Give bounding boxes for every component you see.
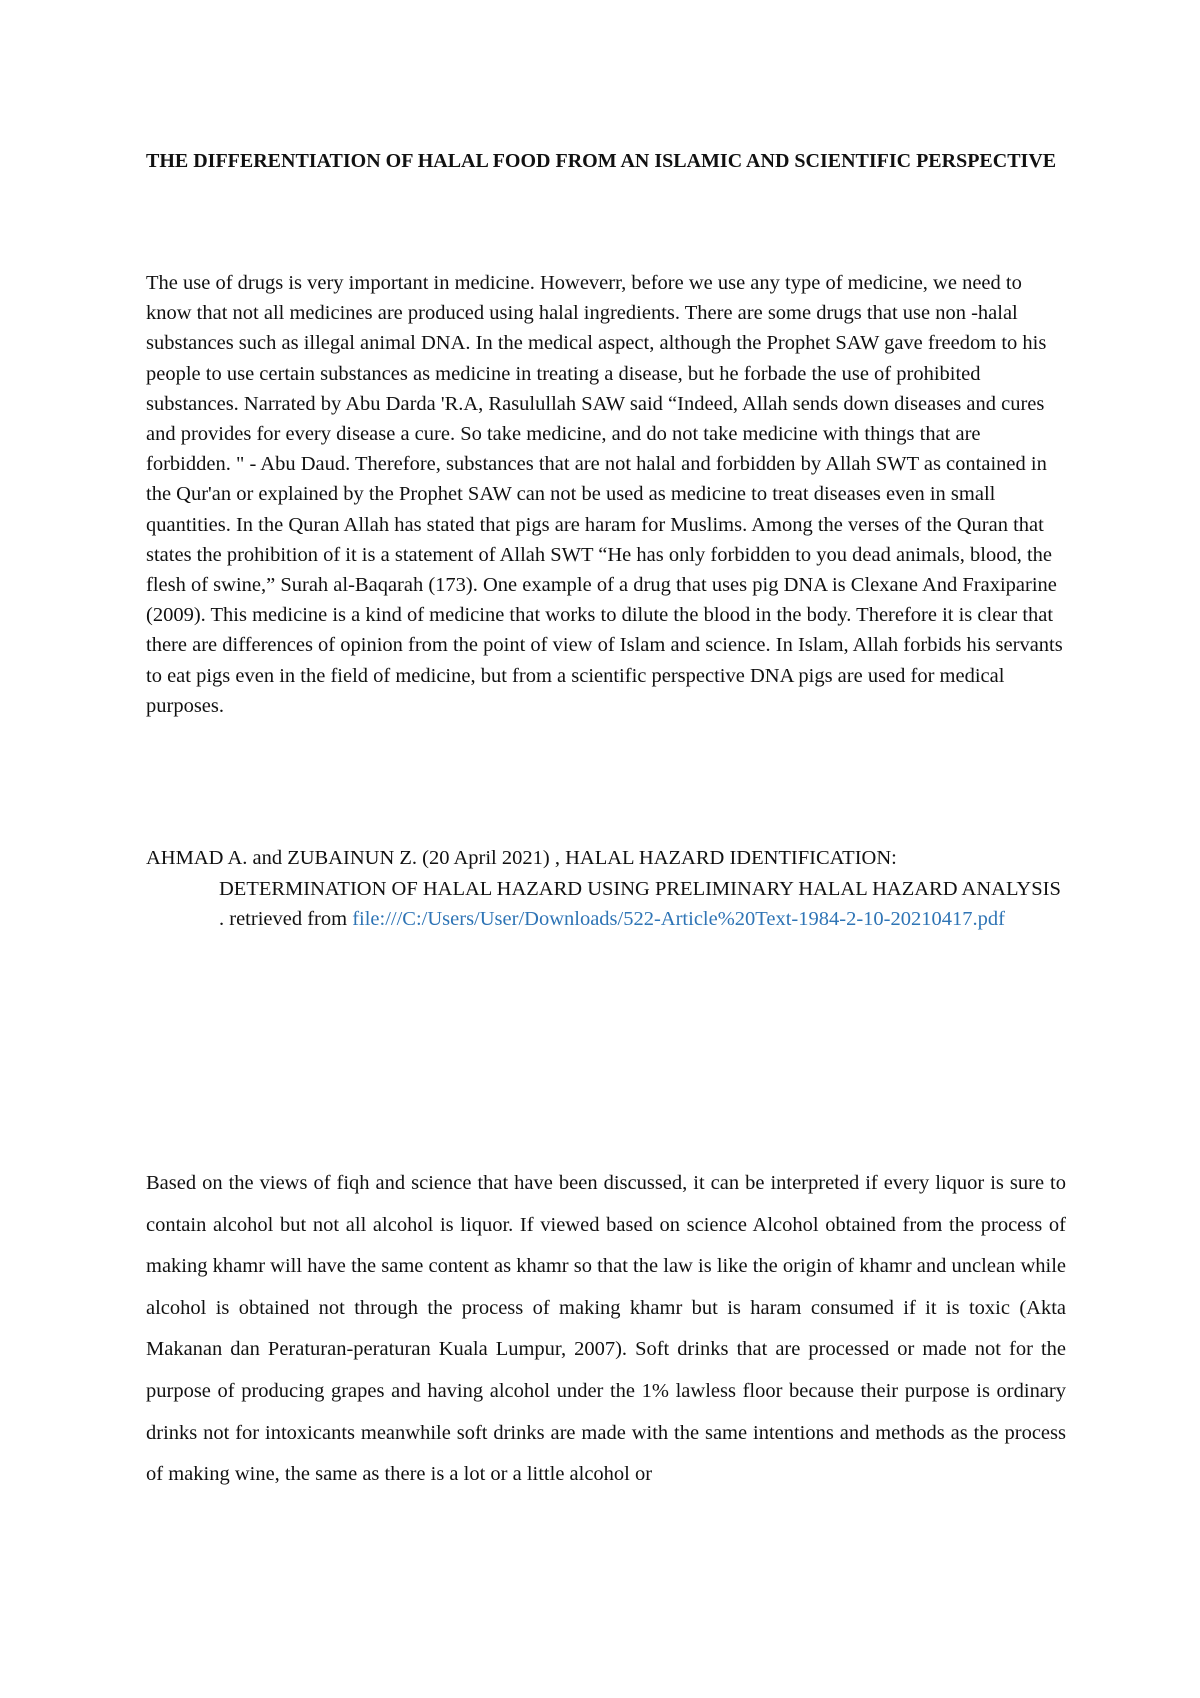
reference-link[interactable]: file:///C:/Users/User/Downloads/522-Article%20Text-1984-2-10-20210417.pdf [352,908,1005,930]
reference-text: AHMAD A. and ZUBAINUN Z. (20 April 2021) , HALAL HAZARD IDENTIFICATION: DETERMINATION OF HALAL HAZARD USING PRELIMINARY HALAL HAZARD ANALYSIS . retrieved from [146,847,1061,930]
body-paragraph-1: The use of drugs is very important in medicine. Howeverr, before we use any type of medicine, we need to know that not all medicines are produced using halal ingredients. There are some drugs that use non -halal substances such as illegal animal DNA. In the medical aspect, although the Prophet SAW gave freedom to his people to use certain substances as medicine in treating a disease, but he forbade the use of prohibited substances. Narrated by Abu Darda 'R.A, Rasulullah SAW said “Indeed, Allah sends down diseases and cures and provides for every disease a cure. So take medicine, and do not take medicine with things that are forbidden. " - Abu Daud. Therefore, substances that are not halal and forbidden by Allah SWT as contained in the Qur'an or explained by the Prophet SAW can not be used as medicine to treat diseases even in small quantities. In the Quran Allah has stated that pigs are haram for Muslims. Among the verses of the Quran that states the prohibition of it is a statement of Allah SWT “He has only forbidden to you dead animals, blood, the flesh of swine,” Surah al-Baqarah (173). One example of a drug that uses pig DNA is Clexane And Fraxiparine (2009). This medicine is a kind of medicine that works to dilute the blood in the body. Therefore it is clear that there are differences of opinion from the point of view of Islam and science. In Islam, Allah forbids his servants to eat pigs even in the field of medicine, but from a scientific perspective DNA pigs are used for medical purposes. [146,272,1063,717]
document-title: THE DIFFERENTIATION OF HALAL FOOD FROM AN ISLAMIC AND SCIENTIFIC PERSPECTIVE [146,150,1057,172]
body-paragraph-2: Based on the views of fiqh and science that have been discussed, it can be interpreted if every liquor is sure to contain alcohol but not all alcohol is liquor. If viewed based on science Alcohol obtained from the process of making khamr will have the same content as khamr so that the law is like the origin of khamr and unclean while alcohol is obtained not through the process of making khamr but is haram consumed if it is toxic (Akta Makanan dan Peraturan-peraturan Kuala Lumpur, 2007). Soft drinks that are processed or made not for the purpose of producing grapes and having alcohol under the 1% lawless floor because their purpose is ordinary drinks not for intoxicants meanwhile soft drinks are made with the same intentions and methods as the process of making wine, the same as there is a lot or a little alcohol or [146,1172,1066,1486]
reference-entry [146,843,1066,935]
